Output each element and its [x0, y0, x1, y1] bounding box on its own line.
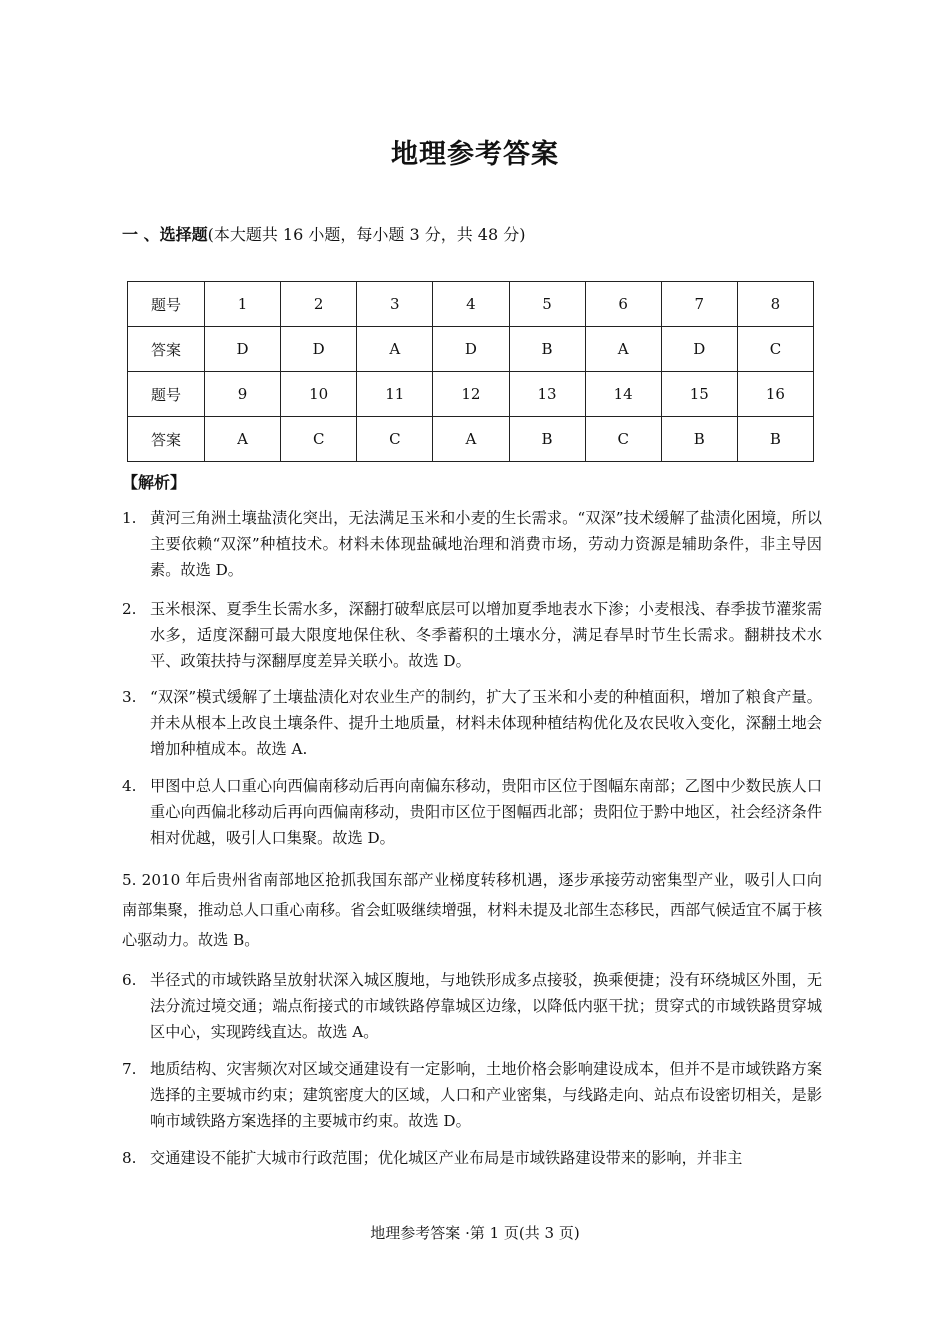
answer-cell: C — [357, 417, 433, 462]
question-number: 10 — [281, 372, 357, 417]
question-number: 11 — [357, 372, 433, 417]
answer-cell: B — [509, 327, 585, 372]
list-item — [122, 967, 822, 1045]
row-label: 答案 — [128, 327, 205, 372]
item-text: 黄河三角洲土壤盐渍化突出，无法满足玉米和小麦的生长需求。“双深”技术缓解了盐渍化困境，所以主要依赖“双深”种植技术。材料未体现盐碱地治理和消费市场，劳动力资源是辅助条件，非主导因素。故选 D。 — [150, 509, 822, 579]
item-number: 8. — [122, 1149, 137, 1167]
list-item — [122, 596, 822, 674]
answer-cell: C — [281, 417, 357, 462]
item-text: 甲图中总人口重心向西偏南移动后再向南偏东移动，贵阳市区位于图幅东南部；乙图中少数民族人口重心向西偏北移动后再向西偏南移动，贵阳市区位于图幅西北部；贵阳位于黔中地区，社会经济条件相对优越，吸引人口集聚。故选 D。 — [150, 777, 822, 847]
answer-cell: A — [357, 327, 433, 372]
question-number: 5 — [509, 282, 585, 327]
item-text: 玉米根深、夏季生长需水多，深翻打破犁底层可以增加夏季地表水下渗；小麦根浅、春季拔节灌浆需水多，适度深翻可最大限度地保住秋、冬季蓄积的土壤水分，满足春旱时节生长需求。翻耕技术水平、政策扶持与深翻厚度差异关联小。故选 D。 — [150, 600, 822, 670]
list-item — [122, 1145, 822, 1171]
answer-cell: D — [205, 327, 281, 372]
answer-cell: C — [737, 327, 813, 372]
question-number: 16 — [737, 372, 813, 417]
table-row — [128, 372, 814, 417]
item-number: 2. — [122, 600, 137, 618]
item-text: 交通建设不能扩大城市行政范围；优化城区产业布局是市域铁路建设带来的影响，并非主 — [150, 1149, 743, 1167]
list-item — [122, 865, 822, 955]
item-text: “双深”模式缓解了土壤盐渍化对农业生产的制约，扩大了玉米和小麦的种植面积，增加了粮食产量。并未从根本上改良土壤条件、提升土地质量，材料未体现种植结构优化及农民收入变化，深翻土地会增加种植成本。故选 A. — [150, 688, 822, 758]
list-item — [122, 773, 822, 851]
answer-cell: D — [433, 327, 509, 372]
item-text: 半径式的市域铁路呈放射状深入城区腹地，与地铁形成多点接驳，换乘便捷；没有环绕城区外围，无法分流过境交通；端点衔接式的市域铁路停靠城区边缘，以降低内驱干扰；贯穿式的市域铁路贯穿城区中心，实现跨线直达。故选 A。 — [150, 971, 822, 1041]
list-item — [122, 505, 822, 583]
question-number: 2 — [281, 282, 357, 327]
list-item — [122, 684, 822, 762]
table-row — [128, 282, 814, 327]
table-row — [128, 417, 814, 462]
answer-cell: D — [661, 327, 737, 372]
item-number: 1. — [122, 509, 137, 527]
question-number: 7 — [661, 282, 737, 327]
question-number: 1 — [205, 282, 281, 327]
answer-cell: B — [509, 417, 585, 462]
list-item — [122, 1056, 822, 1134]
row-label: 题号 — [128, 372, 205, 417]
question-number: 6 — [585, 282, 661, 327]
item-number: 7. — [122, 1060, 137, 1078]
table-row — [128, 327, 814, 372]
row-label: 题号 — [128, 282, 205, 327]
page-footer: 地理参考答案 ·第 1 页(共 3 页) — [370, 1224, 580, 1242]
section-heading — [122, 222, 525, 245]
answer-cell: A — [205, 417, 281, 462]
answer-cell: B — [661, 417, 737, 462]
answer-cell: B — [737, 417, 813, 462]
item-number: 4. — [122, 777, 137, 795]
answer-cell: A — [433, 417, 509, 462]
item-text: 5. 2010 年后贵州省南部地区抢抓我国东部产业梯度转移机遇，逐步承接劳动密集型产业，吸引人口向南部集聚，推动总人口重心南移。省会虹吸继续增强，材料未提及北部生态移民，西部气候适宜不属于核心驱动力。故选 B。 — [122, 871, 822, 949]
page-title: 地理参考答案 — [391, 139, 559, 170]
analysis-heading: 【解析】 — [122, 473, 187, 492]
item-number: 3. — [122, 688, 137, 706]
question-number: 12 — [433, 372, 509, 417]
item-text: 地质结构、灾害频次对区域交通建设有一定影响，土地价格会影响建设成本，但并不是市域铁路方案选择的主要城市约束；建筑密度大的区域，人口和产业密集，与线路走向、站点布设密切相关，是影响市域铁路方案选择的主要城市约束。故选 D。 — [150, 1060, 822, 1130]
question-number: 13 — [509, 372, 585, 417]
answer-table — [127, 281, 814, 462]
question-number: 14 — [585, 372, 661, 417]
question-number: 4 — [433, 282, 509, 327]
answer-cell: C — [585, 417, 661, 462]
item-number: 6. — [122, 971, 137, 989]
row-label: 答案 — [128, 417, 205, 462]
question-number: 15 — [661, 372, 737, 417]
section-label: 一 、选择题 — [122, 225, 208, 244]
answer-cell: D — [281, 327, 357, 372]
answer-cell: A — [585, 327, 661, 372]
question-number: 8 — [737, 282, 813, 327]
question-number: 9 — [205, 372, 281, 417]
question-number: 3 — [357, 282, 433, 327]
section-note: (本大题共 16 小题，每小题 3 分，共 48 分) — [207, 225, 526, 244]
